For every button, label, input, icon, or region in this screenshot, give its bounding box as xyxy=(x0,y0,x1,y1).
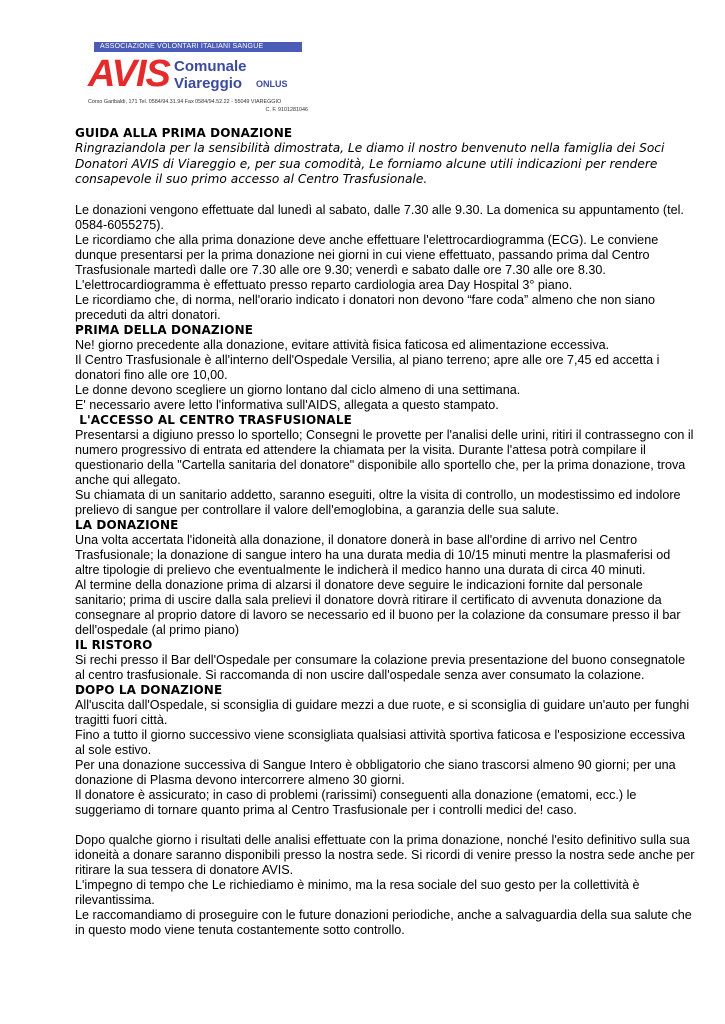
paragraph-prima-4: E' necessario avere letto l'informativa sull'AIDS, allegata a questo stampato. xyxy=(75,397,499,412)
paragraph-commitment: L'impegno di tempo che Le richiediamo è minimo, ma la resa sociale del suo gesto per la collettività è rilevantissima. xyxy=(75,877,640,907)
paragraph-dopo-3: Per una donazione successiva di Sangue Intero è obbligatorio che siano trascorsi almeno 90 giorni; per una donazione di Plasma devono intercorrere almeno 30 giorni. xyxy=(75,757,676,787)
document-body xyxy=(75,126,695,938)
heading-prima: PRIMA DELLA DONAZIONE xyxy=(75,322,254,337)
avis-logo xyxy=(84,40,312,120)
paragraph-ristoro-1: Si rechi presso il Bar dell'Ospedale per consumare la colazione previa presentazione del buono consegnatole al centro trasfusionale. Si raccomanda di non uscire dall'ospedale senza aver consumato la colazione. xyxy=(75,652,686,682)
intro-paragraph: Ringraziandola per la sensibilità dimostrata, Le diamo il nostro benvenuto nella famiglia dei Soci Donatori AVIS di Viareggio e, per sua comodità, Le forniamo alcune utili indicazioni per rendere consapevole il suo primo accesso al Centro Trasfusionale. xyxy=(75,141,665,186)
logo-tax-code: C. F. 9101281046 xyxy=(265,107,308,113)
logo-address: Corso Garibaldi, 171 Tel. 0584/94.31.94 Fax 0584/94.52.22 - 55049 VIAREGGIO xyxy=(88,99,282,105)
paragraph-dopo-2: Fino a tutto il giorno successivo viene sconsigliata qualsiasi attività sportiva faticosa e l'esposizione eccessiva al sole estivo. xyxy=(75,727,686,757)
logo-onlus: ONLUS xyxy=(256,79,288,89)
paragraph-queue: Le ricordiamo che, di norma, nell'orario indicato i donatori non devono “fare coda” almeno che non siano preceduti da altri donatori. xyxy=(75,292,655,322)
paragraph-results: Dopo qualche giorno i risultati delle analisi effettuate con la prima donazione, nonché l'esito definitivo sulla sua idoneità a donare saranno disponibili presso la nostra sede. Si ricordi di venire presso la nostra sede anche per ritirare la sua tessera di donatore AVIS. xyxy=(75,832,695,877)
paragraph-prima-1: Ne! giorno precedente alla donazione, evitare attività fisica faticosa ed alimentazione eccessiva. xyxy=(75,337,610,352)
heading-donazione: LA DONAZIONE xyxy=(75,517,179,532)
logo-band-text: ASSOCIAZIONE VOLONTARI ITALIANI SANGUE xyxy=(94,42,302,52)
paragraph-recommendation: Le raccomandiamo di proseguire con le future donazioni periodiche, anche a salvaguardia della sua salute che in questo modo viene tenuta costantemente sotto controllo. xyxy=(75,907,692,937)
paragraph-ecg: Le ricordiamo che alla prima donazione deve anche effettuare l'elettrocardiogramma (ECG). Le conviene dunque presentarsi per la prima donazione nei giorni in cui viene effettuato, passando prima dal Centro Trasfusionale martedì dalle ore 7.30 alle ore 9.30; venerdì e sabato dalle ore 7.30 alle ore 8.30. xyxy=(75,232,659,277)
paragraph-prima-2: Il Centro Trasfusionale è all'interno dell'Ospedale Versilia, al piano terreno; apre alle ore 7,45 ed accetta i donatori fino alle ore 10,00. xyxy=(75,352,660,382)
paragraph-schedule: Le donazioni vengono effettuate dal lunedì al sabato, dalle 7.30 alle 9.30. La domenica su appuntamento (tel. 0584-6055275). xyxy=(75,202,684,232)
heading-dopo: DOPO LA DONAZIONE xyxy=(75,682,223,697)
spacer xyxy=(75,188,695,203)
paragraph-donazione-1: Una volta accertata l'idoneità alla donazione, il donatore donerà in base all'ordine di arrivo nel Centro Trasfusionale; la donazione di sangue intero ha una durata media di 10/15 minuti mentre la plasmaferisi od altre tipologie di prelievo che eventualmente le indicherà il medico hanno una durata di circa 40 minuti. xyxy=(75,532,671,577)
paragraph-donazione-2: Al termine della donazione prima di alzarsi il donatore deve seguire le indicazioni fornite dal personale sanitario; prima di uscire dalla sala prelievi il donatore dovrà ritirare il certificato di avvenuta donazione da consegnare al proprio datore di lavoro se necessario ed il buono per la colazione da consumare presso il bar dell'ospedale (al primo piano) xyxy=(75,577,681,637)
document-title: GUIDA ALLA PRIMA DONAZIONE xyxy=(75,126,293,140)
paragraph-accesso-1: Presentarsi a digiuno presso lo sportello; Consegni le provette per l'analisi delle urini, ritiri il contrassegno con il numero progressivo di entrata ed attendere la chiamata per la visita. Durante l'attesa potrà compilare il questionario della "Cartella sanitaria del donatore" disponibile allo sportello che, per la prima donazione, trova anche qui allegato. xyxy=(75,427,694,487)
spacer xyxy=(75,818,695,833)
heading-ristoro: IL RISTORO xyxy=(75,637,153,652)
paragraph-accesso-2: Su chiamata di un sanitario addetto, saranno eseguiti, oltre la visita di controllo, un modestissimo ed indolore prelievo di sangue per controllare il valore dell'emoglobina, a garanzia delle sua salute. xyxy=(75,487,681,517)
logo-viareggio: Viareggio xyxy=(174,75,243,92)
paragraph-dopo-4: Il donatore è assicurato; in caso di problemi (rarissimi) conseguenti alla donazione (ematomi, ecc.) le suggeriamo di tornare quanto prima al Centro Trasfusionale per i controlli medici de! caso. xyxy=(75,787,637,817)
paragraph-ecg-location: L'elettrocardiogramma è effettuato presso reparto cardiologia area Day Hospital 3° piano. xyxy=(75,277,573,292)
logo-avis-wordmark: AVIS xyxy=(88,53,170,95)
paragraph-dopo-1: All'uscita dall'Ospedale, si sconsiglia di guidare mezzi a due ruote, e si sconsiglia di guidare un'auto per funghi tragitti fuori città. xyxy=(75,697,690,727)
logo-comunale: Comunale xyxy=(174,58,247,75)
heading-accesso: L'ACCESSO AL CENTRO TRASFUSIONALE xyxy=(75,412,352,427)
paragraph-prima-3: Le donne devono scegliere un giorno lontano dal ciclo almeno di una settimana. xyxy=(75,382,521,397)
